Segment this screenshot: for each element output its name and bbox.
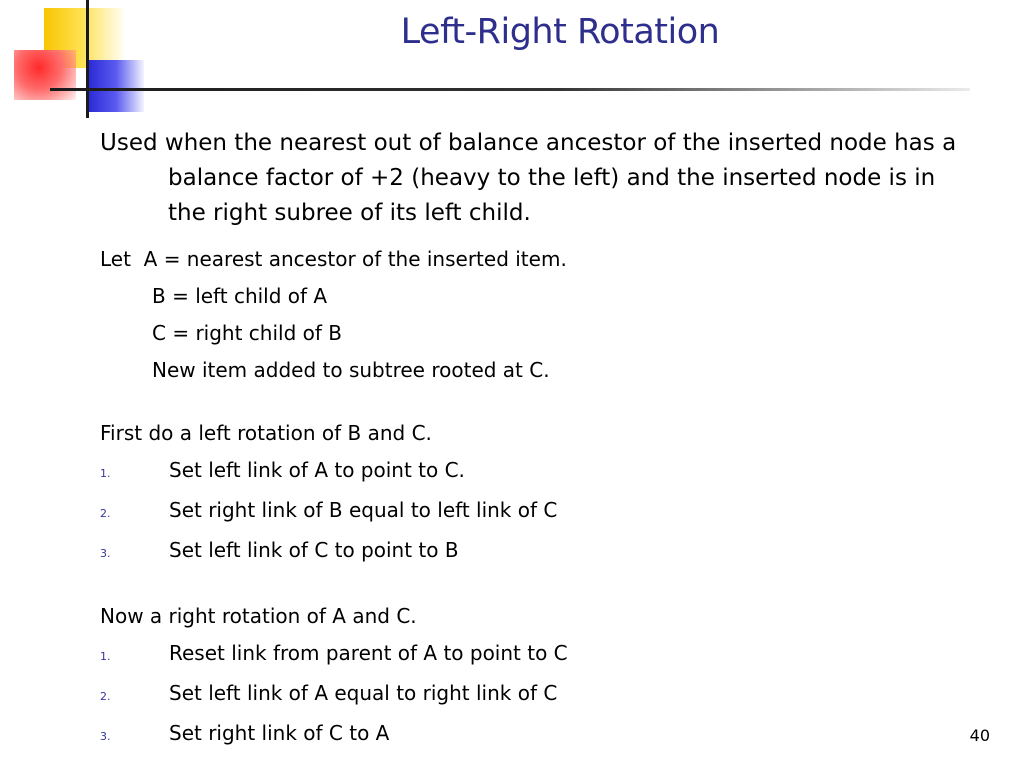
blue-square-decoration <box>88 60 144 112</box>
step-number: 1. <box>100 650 111 663</box>
definitions-block <box>100 241 980 389</box>
list-item <box>100 635 980 675</box>
list-item <box>100 532 980 572</box>
step-text: Reset link from parent of A to point to C <box>169 641 568 665</box>
step-number: 2. <box>100 507 111 520</box>
page-number: 40 <box>969 726 990 745</box>
intro-paragraph: Used when the nearest out of balance ancestor of the inserted node has a balance factor of +2 (heavy to the left) and the inserted node is in the right subree of its left child. <box>100 130 957 226</box>
right-rotation-section <box>100 598 980 755</box>
definition-line: B = left child of A <box>152 284 328 308</box>
vertical-rule-decoration <box>86 0 89 118</box>
list-item <box>100 452 980 492</box>
definition-line: Let A = nearest ancestor of the inserted item. <box>100 247 567 271</box>
step-number: 3. <box>100 547 111 560</box>
step-text: Set left link of A equal to right link of C <box>169 681 558 705</box>
definition-line: C = right child of B <box>152 321 342 345</box>
step-number: 2. <box>100 690 111 703</box>
slide-body <box>100 126 980 755</box>
slide-logo-decoration <box>0 0 160 120</box>
step-number: 3. <box>100 730 111 743</box>
definition-line: New item added to subtree rooted at C. <box>152 358 550 382</box>
step-text: Set right link of B equal to left link of C <box>169 498 558 522</box>
slide-title: Left-Right Rotation <box>400 12 720 52</box>
step-text: Set right link of C to A <box>169 721 390 745</box>
left-rotation-section <box>100 415 980 572</box>
right-rotation-heading: Now a right rotation of A and C. <box>100 604 417 628</box>
step-text: Set left link of C to point to B <box>169 538 459 562</box>
list-item <box>100 715 980 755</box>
list-item <box>100 675 980 715</box>
left-rotation-heading: First do a left rotation of B and C. <box>100 421 432 445</box>
step-text: Set left link of A to point to C. <box>169 458 465 482</box>
red-square-decoration <box>14 50 76 100</box>
list-item <box>100 492 980 532</box>
step-number: 1. <box>100 467 111 480</box>
title-underline-rule <box>50 88 970 91</box>
